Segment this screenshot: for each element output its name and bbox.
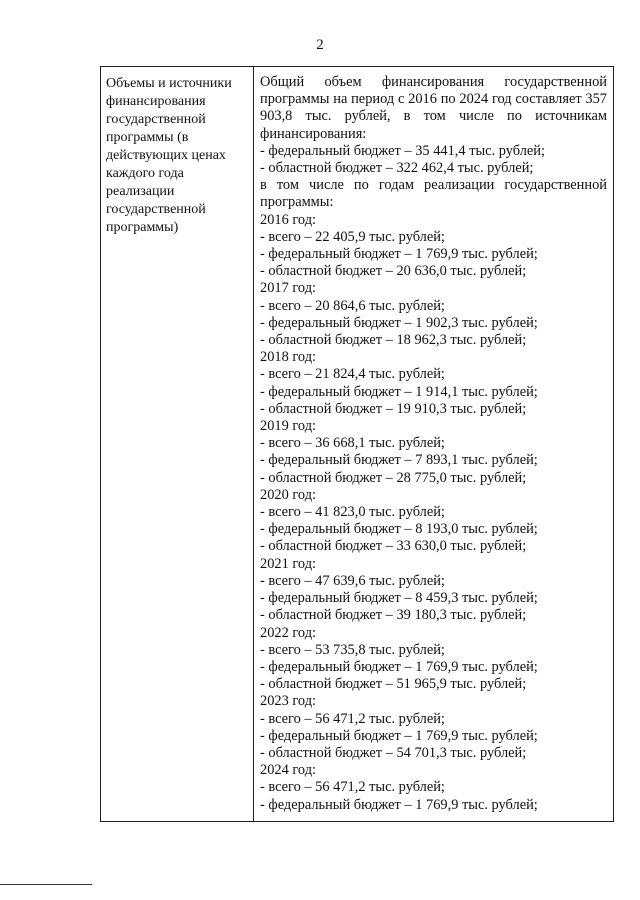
year-block-2020 <box>260 487 607 556</box>
year-block-2017 <box>260 280 607 349</box>
year-total-line: - всего – 20 864,6 тыс. рублей; <box>260 297 445 314</box>
financing-table <box>100 66 614 822</box>
year-federal-line: - федеральный бюджет – 8 459,3 тыс. рублей; <box>260 590 538 607</box>
year-block-2023 <box>260 693 607 762</box>
year-block-2024 <box>260 762 607 814</box>
year-total-line: - всего – 53 735,8 тыс. рублей; <box>260 641 445 658</box>
year-heading: 2020 год: <box>260 486 317 503</box>
year-federal-line: - федеральный бюджет – 1 769,9 тыс. рублей; <box>260 727 538 744</box>
year-regional-line: - областной бюджет – 28 775,0 тыс. рублей; <box>260 469 527 486</box>
year-total-line: - всего – 56 471,2 тыс. рублей; <box>260 710 445 727</box>
by-years-paragraph: в том числе по годам реализации государственной программы: <box>260 177 607 211</box>
year-federal-line: - федеральный бюджет – 8 193,0 тыс. рублей; <box>260 521 538 538</box>
year-total-line: - всего – 41 823,0 тыс. рублей; <box>260 504 445 521</box>
year-federal-line: - федеральный бюджет – 1 914,1 тыс. рублей; <box>260 383 538 400</box>
year-block-2021 <box>260 556 607 625</box>
source-regional-line: - областной бюджет – 322 462,4 тыс. рублей; <box>260 160 534 177</box>
year-federal-line: - федеральный бюджет – 7 893,1 тыс. рублей; <box>260 452 538 469</box>
year-federal-line: - федеральный бюджет – 1 769,9 тыс. рублей; <box>260 796 538 813</box>
financing-details-cell <box>254 67 613 821</box>
year-total-line: - всего – 47 639,6 тыс. рублей; <box>260 572 445 589</box>
year-regional-line: - областной бюджет – 33 630,0 тыс. рублей; <box>260 538 527 555</box>
year-block-2016 <box>260 212 607 281</box>
year-heading: 2019 год: <box>260 418 317 435</box>
year-regional-line: - областной бюджет – 20 636,0 тыс. рублей; <box>260 263 527 280</box>
year-heading: 2017 год: <box>260 280 317 297</box>
year-regional-line: - областной бюджет – 18 962,3 тыс. рублей; <box>260 332 527 349</box>
year-heading: 2022 год: <box>260 624 317 641</box>
year-total-line: - всего – 36 668,1 тыс. рублей; <box>260 435 445 452</box>
year-heading: 2024 год: <box>260 762 317 779</box>
year-heading: 2021 год: <box>260 555 317 572</box>
financing-label-cell: Объемы и источники финансирования государственной программы (в действующих ценах каждого года реализации государственной программы) <box>101 67 254 821</box>
year-heading: 2016 год: <box>260 211 317 228</box>
year-block-2018 <box>260 349 607 418</box>
year-total-line: - всего – 21 824,4 тыс. рублей; <box>260 366 445 383</box>
page-number: 2 <box>316 37 324 53</box>
year-federal-line: - федеральный бюджет – 1 769,9 тыс. рублей; <box>260 246 538 263</box>
year-regional-line: - областной бюджет – 51 965,9 тыс. рублей; <box>260 676 527 693</box>
year-block-2019 <box>260 418 607 487</box>
year-regional-line: - областной бюджет – 39 180,3 тыс. рублей; <box>260 607 527 624</box>
year-total-line: - всего – 22 405,9 тыс. рублей; <box>260 228 445 245</box>
year-heading: 2018 год: <box>260 349 317 366</box>
financing-total-paragraph: Общий объем финансирования государственной программы на период с 2016 по 2024 год составляет 357 903,8 тыс. рублей, в том числе по источникам финансирования: <box>260 74 607 142</box>
footnote-divider <box>0 884 92 885</box>
year-federal-line: - федеральный бюджет – 1 902,3 тыс. рублей; <box>260 314 538 331</box>
year-regional-line: - областной бюджет – 19 910,3 тыс. рублей; <box>260 400 527 417</box>
year-heading: 2023 год: <box>260 693 317 710</box>
year-block-2022 <box>260 625 607 694</box>
year-federal-line: - федеральный бюджет – 1 769,9 тыс. рублей; <box>260 658 538 675</box>
year-regional-line: - областной бюджет – 54 701,3 тыс. рублей; <box>260 744 527 761</box>
year-total-line: - всего – 56 471,2 тыс. рублей; <box>260 779 445 796</box>
source-federal-line: - федеральный бюджет – 35 441,4 тыс. рублей; <box>260 142 545 159</box>
